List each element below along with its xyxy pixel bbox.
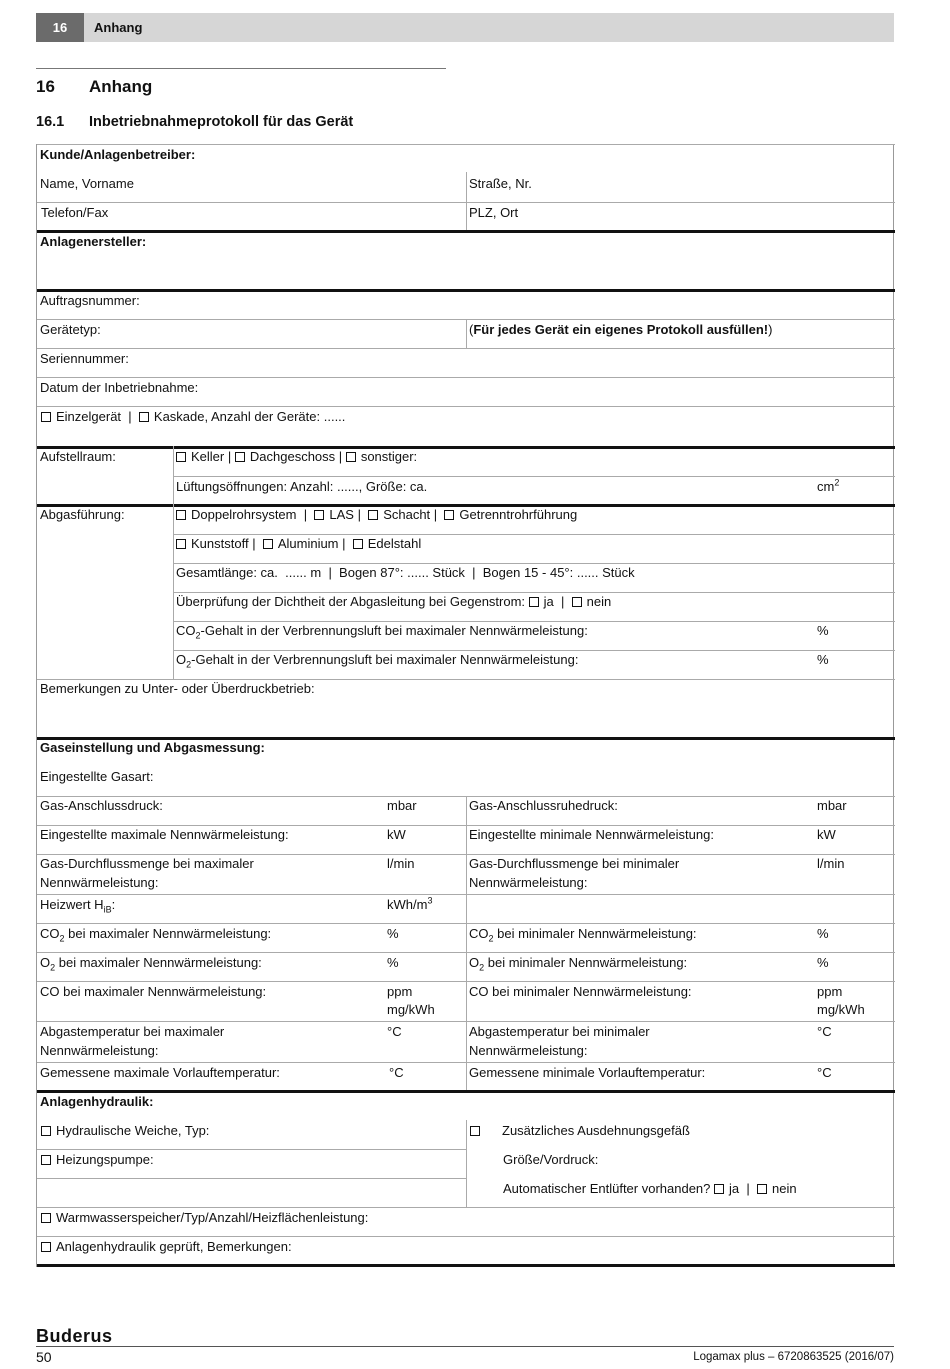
basement-checkbox[interactable] (176, 452, 186, 462)
flow-temp-max-field[interactable]: Gemessene maximale Vorlauftemperatur: (40, 1065, 280, 1080)
flue-label: Abgasführung: (40, 507, 125, 522)
gas-static-pressure-field[interactable]: Gas-Anschlussruhedruck: (469, 798, 618, 813)
page-number: 50 (36, 1349, 52, 1365)
footer-rule (36, 1346, 894, 1347)
subsection-title (36, 114, 353, 130)
customer-street-field[interactable]: Straße, Nr. (469, 176, 532, 191)
o2-combustion-air-field[interactable]: $O_2$-Gehalt in der Verbrennungsluft bei maximaler Nennwärmeleistung: (176, 652, 579, 670)
calorific-value-field[interactable]: Heizwert $H_{iB}$: (40, 897, 116, 915)
pressure-remarks-field[interactable]: Bemerkungen zu Unter- oder Überdruckbetrieb: (40, 681, 315, 696)
heating-pump-checkbox[interactable] (41, 1155, 51, 1165)
header-chapter-title: Anhang (94, 20, 143, 35)
attic-checkbox[interactable] (235, 452, 245, 462)
leak-check-no-checkbox[interactable] (572, 597, 582, 607)
other-room-checkbox[interactable] (346, 452, 356, 462)
co2-combustion-air-field[interactable]: $CO_2$-Gehalt in der Verbrennungsluft bei maximaler Nennwärmeleistung: (176, 623, 588, 641)
section-title (36, 77, 152, 97)
gas-supply-pressure-field[interactable]: Gas-Anschlussdruck: (40, 798, 163, 813)
unit-label: ppm mg/kWh (387, 984, 435, 1017)
expansion-vessel-checkbox[interactable] (470, 1126, 480, 1136)
min-heat-output-field[interactable]: Eingestellte minimale Nennwärmeleistung: (469, 827, 714, 842)
auto-vent-yes-checkbox[interactable] (714, 1184, 724, 1194)
las-checkbox[interactable] (314, 510, 324, 520)
o2-unit: % (817, 652, 829, 667)
unit-label: kW (387, 827, 406, 842)
flue-length-field[interactable]: Gesamtlänge: ca. ...... m | Bogen 87°: ...... Stück | Bogen 15 - 45°: ...... Stück (176, 565, 635, 580)
shaft-checkbox[interactable] (368, 510, 378, 520)
installer-heading: Anlagenersteller: (40, 234, 147, 249)
section-rule (36, 68, 446, 69)
document-reference: Logamax plus – 6720863525 (2016/07) (693, 1351, 894, 1363)
gas-heading: Gaseinstellung und Abgasmessung: (40, 740, 265, 755)
order-number-field[interactable]: Auftragsnummer: (40, 293, 140, 308)
header-chapter-number: 16 (36, 13, 84, 42)
unit-label: l/min (817, 856, 845, 871)
customer-name-field[interactable]: Name, Vorname (40, 176, 134, 191)
double-pipe-checkbox[interactable] (176, 510, 186, 520)
unit-label: kW (817, 827, 836, 842)
co2-min-field[interactable]: $CO_2$ bei minimaler Nennwärmeleistung: (469, 926, 697, 944)
gas-type-field[interactable]: Eingestellte Gasart: (40, 769, 154, 784)
unit-label: ppm mg/kWh (817, 984, 865, 1017)
unit-label: % (817, 955, 829, 970)
expansion-vessel-row: Zusätzliches Ausdehnungsgefäß (470, 1123, 690, 1139)
leak-check-row: Überprüfung der Dichtheit der Abgasleitung bei Gegenstrom: ja | nein (176, 594, 612, 609)
flow-temp-min-field[interactable]: Gemessene minimale Vorlauftemperatur: (469, 1065, 706, 1080)
gas-flow-max-field[interactable]: Gas-Durchflussmenge bei maximaler Nennwärmeleistung: (40, 856, 254, 890)
auto-vent-row: Automatischer Entlüfter vorhanden? ja | nein (503, 1181, 797, 1196)
single-device-checkbox[interactable] (41, 412, 51, 422)
o2-min-field[interactable]: $O_2$ bei minimaler Nennwärmeleistung: (469, 955, 688, 973)
device-count-row: Einzelgerät | Kaskade, Anzahl der Geräte: ...... (41, 409, 345, 425)
unit-label: % (387, 926, 399, 941)
storage-checkbox[interactable] (41, 1213, 51, 1223)
unit-label: mbar (387, 798, 417, 813)
cascade-checkbox[interactable] (139, 412, 149, 422)
device-type-note: (Für jedes Gerät ein eigenes Protokoll ausfüllen!) (469, 322, 773, 337)
device-type-field[interactable]: Gerätetyp: (40, 322, 101, 337)
unit-label: mbar (817, 798, 847, 813)
serial-number-field[interactable]: Seriennummer: (40, 351, 129, 366)
separate-pipe-checkbox[interactable] (444, 510, 454, 520)
section-title-text: Anhang (89, 77, 153, 96)
buderus-logo: Buderus (36, 1326, 113, 1346)
heating-pump-row: Heizungspumpe: (41, 1152, 154, 1168)
unit-label: % (817, 926, 829, 941)
unit-label: % (387, 955, 399, 970)
hydraulic-switch-row: Hydraulische Weiche, Typ: (41, 1123, 209, 1139)
leak-check-yes-checkbox[interactable] (529, 597, 539, 607)
customer-city-field[interactable]: PLZ, Ort (469, 205, 519, 220)
hydraulic-switch-checkbox[interactable] (41, 1126, 51, 1136)
customer-phone-field[interactable]: Telefon/Fax (41, 205, 109, 220)
vessel-size-field[interactable]: Größe/Vordruck: (503, 1152, 599, 1167)
plastic-checkbox[interactable] (176, 539, 186, 549)
hydraulics-checked-row: Anlagenhydraulik geprüft, Bemerkungen: (41, 1239, 292, 1255)
hydraulics-checked-checkbox[interactable] (41, 1242, 51, 1252)
customer-heading: Kunde/Anlagenbetreiber: (40, 147, 196, 162)
flue-temp-min-field[interactable]: Abgastemperatur bei minimaler Nennwärmeleistung: (469, 1024, 650, 1058)
o2-max-field[interactable]: $O_2$ bei maximaler Nennwärmeleistung: (40, 955, 262, 973)
steel-checkbox[interactable] (353, 539, 363, 549)
flue-material-options: Kunststoff | Aluminium | Edelstahl (176, 536, 421, 552)
gas-flow-min-field[interactable]: Gas-Durchflussmenge bei minimaler Nennwärmeleistung: (469, 856, 680, 890)
co-min-field[interactable]: CO bei minimaler Nennwärmeleistung: (469, 984, 692, 999)
unit-label: °C (389, 1065, 404, 1080)
subsection-number: 16.1 (36, 114, 65, 130)
aluminium-checkbox[interactable] (263, 539, 273, 549)
unit-label: kWh/$m^3$ (387, 895, 433, 912)
auto-vent-no-checkbox[interactable] (757, 1184, 767, 1194)
room-options: Keller | Dachgeschoss | sonstiger: (176, 449, 417, 465)
max-heat-output-field[interactable]: Eingestellte maximale Nennwärmeleistung: (40, 827, 289, 842)
vents-field[interactable]: Lüftungsöffnungen: Anzahl: ......, Größe: ca. (176, 479, 428, 494)
room-label: Aufstellraum: (40, 449, 116, 464)
flue-system-options: Doppelrohrsystem | LAS | Schacht | Getrenntrohrführung (176, 507, 577, 523)
subsection-title-text: Inbetriebnahmeprotokoll für das Gerät (89, 114, 354, 130)
page-header (36, 13, 894, 42)
co2-unit: % (817, 623, 829, 638)
co-max-field[interactable]: CO bei maximaler Nennwärmeleistung: (40, 984, 267, 999)
flue-temp-max-field[interactable]: Abgastemperatur bei maximaler Nennwärmeleistung: (40, 1024, 225, 1058)
co2-max-field[interactable]: $CO_2$ bei maximaler Nennwärmeleistung: (40, 926, 272, 944)
commissioning-protocol-form (36, 144, 894, 1267)
unit-label: °C (817, 1024, 832, 1039)
unit-label: l/min (387, 856, 415, 871)
storage-row: Warmwasserspeicher/Typ/Anzahl/Heizflächenleistung: (41, 1210, 368, 1226)
commissioning-date-field[interactable]: Datum der Inbetriebnahme: (40, 380, 199, 395)
unit-label: °C (387, 1024, 402, 1039)
vents-unit: $cm^2$ (817, 477, 840, 494)
unit-label: °C (817, 1065, 832, 1080)
section-number: 16 (36, 77, 55, 96)
hydraulics-heading: Anlagenhydraulik: (40, 1094, 154, 1109)
